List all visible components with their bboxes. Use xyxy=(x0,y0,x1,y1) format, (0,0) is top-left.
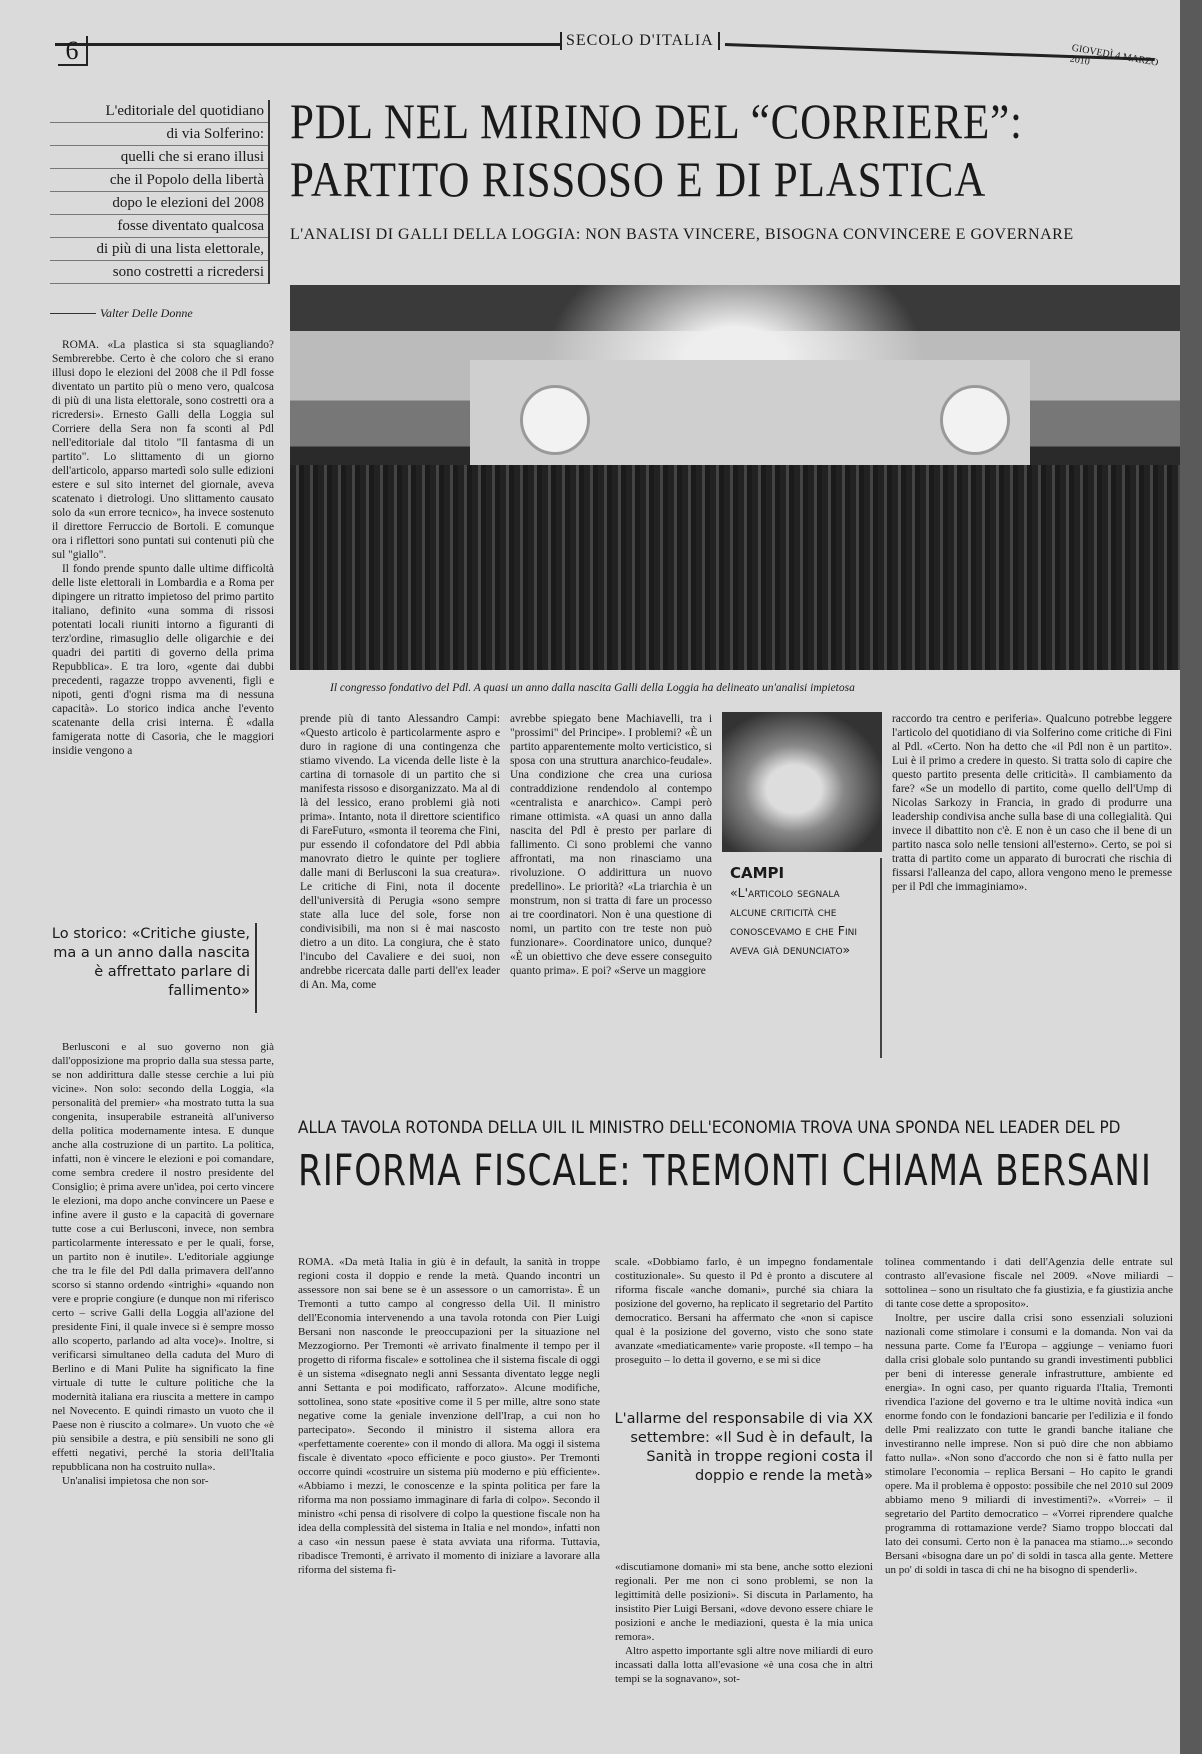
paragraph: ROMA. «Da metà Italia in giù è in default, la sanità in troppe regioni costa il doppio e rende la metà. Quando incontri un assessore non sai bene se è un assessore o un camorrista». È un Tremonti a tutto campo al congresso della Uil. Il ministro dell'Economia intervenendo a una tavola rotonda con Pier Luigi Bersani non nasconde le preoccupazioni per la situazione nel Mezzogiorno. Per Tremonti «è arrivato finalmente il tempo per il progetto di riforma fiscale» e sottolinea che il sistema fiscale di oggi è un sistema «disegnato negli anni Sessanta diventato legge negli anni Settanta e poi modificato, rafforzato». Alcune modifiche, sottolinea, sono state «positive come il 5 per mille, altre sono state negative come la geniale invenzione dell'Irap, a cui non ho partecipato». Secondo il ministro il sistema allora era «perfettamente coerente» con il mondo di allora. Ma oggi il sistema fiscale è diventato «poco efficiente e poco giusto». Per Tremonti occorre quindi «costruire un sistema più moderno e più efficiente». «Abbiamo i mezzi, le conoscenze e la spinta politica per fare la riforma ma non possiamo immaginare di farla di colpo». Secondo il ministro «chi pensa di risolvere di colpo la questione fiscale non ha idea della complessità del sistema in Italia e nel mondo», infatti non a caso «in nessun paese è stata avviata una riforma. Tuttavia, ribadisce Tremonti, è arrivato il momento di iniziare a lavorare alla riforma del sistema fi- xyxy=(298,1256,600,1576)
campi-name: CAMPI xyxy=(730,864,785,882)
paragraph: scale. «Dobbiamo farlo, è un impegno fondamentale costituzionale». Su questo il Pd è pronto a discutere al riforma fiscale «anche domani», purché sia chiara la posizione del governo, ha replicato il segretario del Partito democratico. Bersani ha affermato che «non si capisce qual è la posizione del governo, visto che sono state avanzate «mediaticamente» varie proposte. «Il tempo – ha proseguito – lo detta il governo, e se mi si dice xyxy=(615,1256,873,1366)
article1-column-1b xyxy=(52,1040,274,1488)
paragraph: «discutiamone domani» mi sta bene, anche sotto elezioni regionali. Per me non ci sono problemi, se non la legittimità delle posizioni». Si discuta in Parlamento, ha insistito Pier Luigi Bersani, «dove devono essere chiare le posizioni e anche le mediazioni, questa è la mia unica remora». xyxy=(615,1561,873,1643)
deck-line: dopo le elezioni del 2008 xyxy=(50,192,268,215)
paragraph: Altro aspetto importante sgli altre nove miliardi di euro incassati dalla lotta all'evasione «è una cosa che in altri tempi se la sognavano», sot- xyxy=(615,1645,873,1685)
headline-line: PARTITO RISSOSO E DI PLASTICA xyxy=(290,151,987,207)
party-logo-left xyxy=(520,385,590,455)
article2-pull-quote: L'allarme del responsabile di via XX settembre: «Il Sud è in default, la Sanità in troppe regioni costa il doppio e rende la metà» xyxy=(614,1411,873,1484)
paragraph: tolinea commentando i dati dell'Agenzia delle entrate sul contrasto all'evasione fiscale nel 2009. «Nove miliardi – sottolinea – sono un risultato che fa giustizia, e fa giustizia anche di tante cose dette a sproposito». xyxy=(885,1256,1173,1310)
headline-line: PDL NEL MIRINO DEL “CORRIERE”: xyxy=(290,93,1023,149)
subheadline: L'ANALISI DI GALLI DELLA LOGGIA: NON BASTA VINCERE, BISOGNA CONVINCERE E GOVERNARE xyxy=(290,226,1074,243)
article2-column-2b xyxy=(615,1560,873,1686)
deck-line: di più di una lista elettorale, xyxy=(50,238,268,261)
party-logo-right xyxy=(940,385,1010,455)
article1-column-1 xyxy=(52,338,274,758)
article2-column-2a xyxy=(615,1255,873,1367)
pull-quote: Lo storico: «Critiche giuste, ma a un anno dalla nascita è affrettato parlare di fallimento» xyxy=(51,926,250,999)
campi-quote-box xyxy=(722,858,882,1058)
masthead: SECOLO D'ITALIA xyxy=(560,32,720,50)
deck-line: fosse diventato qualcosa xyxy=(50,215,268,238)
paragraph: Il fondo prende spunto dalle ultime difficoltà delle liste elettorali in Lombardia e a Roma per dipingere un ritratto impietoso del primo partito italiano, definito «una somma di rissosi potentati locali riuniti intorno a figuranti di terz'ordine, rimasuglio delle oligarchie e dei quadri dei partiti di governo della prima Repubblica». E tra loro, «gente dai dubbi precedenti, ragazze troppo avvenenti, figli e nipoti, genti d'ogni risma ma di nessuna capacità». Lo storico indica anche l'evento scatenante della crisi interna. È «dalla famigerata notte di Casoria, che le maggiori insidie vengono a xyxy=(52,563,274,757)
paragraph: avrebbe spiegato bene Machiavelli, tra i "prossimi" del Principe». I problemi? «È un partito apparentemente molto verticistico, si sposa con una struttura anarchico-feudale». Una condizione che crea una curiosa contraddizione rendendolo al contempo «centralista e anarchico». Campi però rimane ottimista. «A quasi un anno dalla nascita del Pdl è presto per parlare di fallimento. Ci sono problemi che vanno affrontati, ma non rinasciamo una rivoluzione. O addirittura un nuovo predellino». Le priorità? «La triarchia è un monstrum, non si tratta di fare un processo ai tre coordinatori. Non è una questione di nomi, un partito con tre teste non può funzionare». Coordinatore unico, dunque? «È un obiettivo che deve essere conseguito quanto prima». E poi? «Serve un maggiore xyxy=(510,713,712,977)
headline xyxy=(290,92,1023,208)
article-deck xyxy=(50,100,270,284)
paragraph: Inoltre, per uscire dalla crisi sono essenziali soluzioni nazionali come stimolare i consumi e la domanda. Non vai da nessuna parte. Come fa l'Europa – aggiunge – veniamo fuori dalla crisi globale solo puntando su grandi investimenti pubblici per beni di interesse generale infrastrutture, ambiente ed energia». In ogni caso, per quanto riguarda l'Italia, Tremonti rivendica l'azione del governo e tra le ultime novità indica «un enorme fondo con le fondazioni bancarie per l'edilizia e il fondo delle Pmi realizzato con tutte le grandi banche italiane che investiranno nelle imprese. Non si può dire che non abbiamo fatto nulla». «Non sono d'accordo che non si è fatto nulla per stimolare l'economia – replica Bersani – Ho capito le grandi opere. Ma il problema è opposto: possibile che nel 2010 sul 2009 abbiamo meno 9 miliardi di investimenti?». «Vorrei» – il segretario del Partito democratico – «Vorrei riprendere qualche programma di rottamazione verde? Siamo troppo bloccati dal lato dei consumi. Certo non è la panacea ma stiamo...» secondo Bersani «bisogna dare un po' di soldi in tasca alla gente. Mettere un po' di soldi in tasca di chi ne ha bisogno di spenderli». xyxy=(885,1312,1173,1576)
article1-column-3 xyxy=(510,712,712,978)
header-rule xyxy=(55,43,560,46)
campi-quote: «L'articolo segnala alcune criticità che conoscevamo e che Fini aveva già denunciato» xyxy=(730,885,858,957)
campi-portrait xyxy=(722,712,882,852)
byline: Valter Delle Donne xyxy=(100,306,193,320)
paragraph: ROMA. «La plastica si sta squagliando? Sembrerebbe. Certo è che coloro che si erano illusi dopo le elezioni del 2008 che il Pdl fosse diventato un partito più o meno vero, qualcosa di più di una lista elettorale, sono costretti ora a ricredersi». Ernesto Galli della Loggia sul Corriere della Sera non fa sconti al Pdl nell'editoriale dal titolo "Il fantasma di un partito". Lo slittamento di un giorno dell'articolo, apparso martedì solo sulle edizioni estere e sul sito internet del giornale, aveva scatenato i dietrologi. Uno slittamento causato solo da «un errore tecnico», ha invece sostenuto il direttore Ferruccio de Bortoli. E comunque ora i riflettori sono puntati sui contenuti più che sul "giallo". xyxy=(52,339,274,561)
photo-caption: Il congresso fondativo del Pdl. A quasi un anno dalla nascita Galli della Loggia ha delineato un'analisi impietosa xyxy=(330,682,855,694)
deck-line: L'editoriale del quotidiano xyxy=(50,100,268,123)
pull-quote-bracket xyxy=(255,923,257,1013)
page-number: 6 xyxy=(58,36,88,66)
article2-kicker: ALLA TAVOLA ROTONDA DELLA UIL IL MINISTRO DELL'ECONOMIA TROVA UNA SPONDA NEL LEADER DEL PD xyxy=(298,1118,1121,1138)
deck-line: che il Popolo della libertà xyxy=(50,169,268,192)
article2-column-3 xyxy=(885,1255,1173,1577)
paragraph: prende più di tanto Alessandro Campi: «Questo articolo è particolarmente aspro e duro in ragione di una contingenza che stiamo vivendo. La vicenda delle liste è la cartina di tornasole di un partito che si manifesta rissoso e disorganizzato. Ma al di là del lessico, erano problemi già noti prima». Intanto, nota il direttore scientifico di FareFuturo, «smonta il teorema che Fini, pur essendo il cofondatore del Pdl abbia manovrato dietro le quinte per togliere dalle mani di Berlusconi la sua creatura». Le critiche di Fini, nota il docente dell'università di Perugia «sono sempre state alla luce del sole, forse non condivisibili, ma non si è mai nascosto dietro a un dito. La congiura, che è stato l'incubo del Cavaliere e dei suoi, non andrebbe ricercata dalle parti dell'ex leader di An. Ma, come xyxy=(300,713,500,991)
issue-date: GIOVEDÌ 4 MARZO 2010 xyxy=(1068,42,1160,69)
article2-column-1 xyxy=(298,1255,600,1577)
paragraph: Berlusconi e al suo governo non già dall'opposizione ma proprio dalla sua stessa parte, se non addirittura dalle stesse cerchie a lui più vicine». Non solo: secondo della Loggia, «la personalità del premier» «ha mostrato tutta la sua congenita, insuperabile estraneità all'universo della politica modernamente intesa. E dunque anche alla costruzione di un partito. La politica, infatti, non è vincere le elezioni e poi comandare, come sembra credere il nostro presidente del Consiglio; è prima avere un'idea, poi certo vincere le elezioni, ma dopo anche convincere un Paese e infine avere il gusto e la capacità di governare tutte cose a cui Berlusconi, invece, non sembra particolarmente interessato e per le quali, forse, un partito non è inutile». L'editoriale aggiunge che tra le file del Pdl dalla primavera dell'anno scorso si stanno ordendo «intrighi» «quando non vere e proprie congiure (e dunque non mi riferisco certo – scrive Galli della Loggia all'azione del presidente Fini, il quale invece si è sempre mosso allo scoperto, parlando ad alta voce)». Inoltre, si verificarsi simultaneo della caduta del Muro di Berlino e di Mani Pulite ha significato la fine virtuale di tutte le culture politiche che la modernità italiana era riuscita a mettere in campo nel Novecento. E quindi rimasto un vuoto che il Paese non è riuscito a colmare». Un vuoto che «è più sensibile a destra, e più sensibili ne sono gli effetti negativi, perché la storia dell'Italia repubblicana non ha costruito nulla». xyxy=(52,1041,274,1473)
article2-headline: RIFORMA FISCALE: TREMONTI CHIAMA BERSANI xyxy=(298,1146,1152,1196)
deck-line: di via Solferino: xyxy=(50,123,268,146)
audience xyxy=(290,465,1180,670)
article1-column-2 xyxy=(300,712,500,992)
congress-photo xyxy=(290,285,1180,670)
paragraph: raccordo tra centro e periferia». Qualcuno potrebbe leggere l'articolo del quotidiano di via Solferino come critiche di Fini al Pdl. «Certo. Non ha detto che «il Pdl non è un partito». Lui è il primo a credere in questo. Si tratta solo di capire che questo partito presenta delle criticità». Il cambiamento da fare? «Se un modello di partito, come quello dell'Ump di Nicolas Sarkozy in Francia, in grado di produrre una leadership condivisa anche sulla base di una collegialità. Qui invece il dibattito non c'è. E non è un caso che il bene di un partito nasca solo nelle tensioni all'esterno». Certo, se poi si tratta di partito come un apparato di burocrati che rischia di fissarsi l'alleanza del capo, allora vengono meno le premesse per il Pdl che immaginiamo». xyxy=(892,713,1172,893)
paragraph: Un'analisi impietosa che non sor- xyxy=(62,1475,209,1487)
article1-column-5 xyxy=(892,712,1172,894)
deck-line: quelli che si erano illusi xyxy=(50,146,268,169)
deck-line: sono costretti a ricredersi xyxy=(50,261,268,284)
